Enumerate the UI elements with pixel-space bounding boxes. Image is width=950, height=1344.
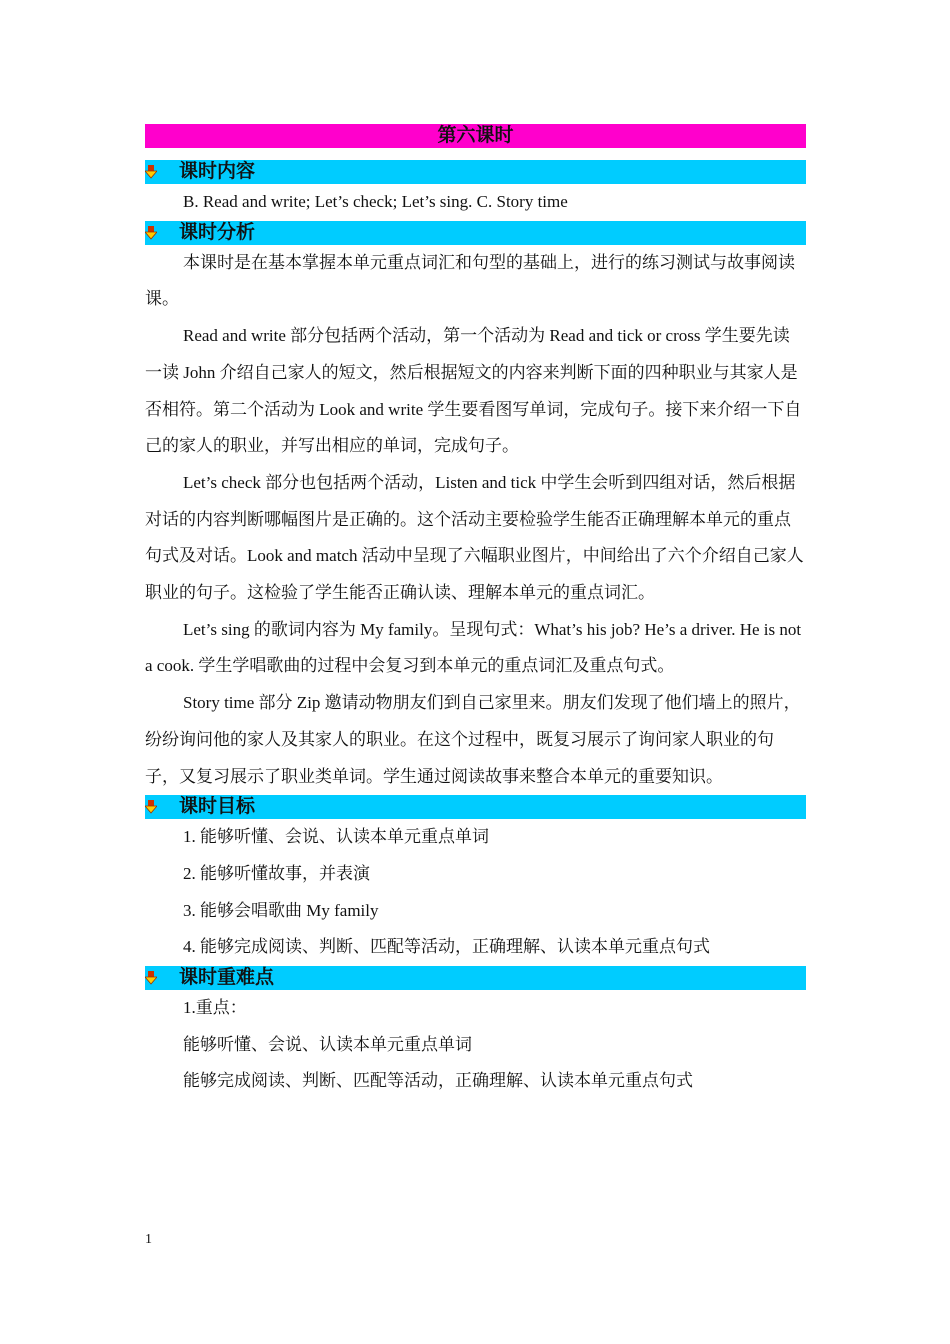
document-page: [145, 124, 806, 1100]
section-heading-label: 课时目标: [179, 796, 256, 818]
goal-item: 4. 能够完成阅读、判断、匹配等活动，正确理解、认读本单元重点句式: [183, 937, 710, 957]
analysis-paragraph: Let’s sing 的歌词内容为 My family。呈现句式：What’s his job? He’s a driver. He is not a cook. 学生学唱歌曲的过程中会复习到本单元的重点词汇及重点句式。: [145, 619, 802, 676]
section-heading-key-points: [145, 966, 806, 990]
section-heading-label: 课时分析: [179, 221, 256, 243]
analysis-paragraph: Read and write 部分包括两个活动，第一个活动为 Read and tick or cross 学生要先读一读 John 介绍自己家人的短文，然后根据短文的内容来判断下面的四种职业与其家人是否相符。第二个活动为 Look and write 学生要看图写单词，完成句子。接下来介绍一下自己的家人的职业，并写出相应的单词，完成句子。: [145, 326, 802, 456]
arrow-down-bullet-icon: [145, 971, 157, 985]
arrow-down-bullet-icon: [145, 165, 157, 179]
arrow-down-bullet-icon: [145, 800, 157, 814]
section-heading-label: 课时重难点: [179, 967, 275, 989]
section-heading-analysis: [145, 221, 806, 245]
key-points-label: 1.重点：: [183, 998, 247, 1018]
key-point-item: 能够完成阅读、判断、匹配等活动，正确理解、认读本单元重点句式: [183, 1071, 693, 1091]
section-heading-content: [145, 160, 806, 184]
arrow-down-bullet-icon: [145, 226, 157, 240]
lesson-title: 第六课时: [145, 124, 806, 148]
section-heading-label: 课时内容: [179, 161, 256, 182]
content-text: B. Read and write; Let’s check; Let’s sing. C. Story time: [183, 192, 568, 211]
goal-item: 2. 能够听懂故事，并表演: [183, 863, 370, 883]
page-number: 1: [145, 1232, 152, 1247]
goal-item: 1. 能够听懂、会说、认读本单元重点单词: [183, 827, 489, 847]
section-heading-goals: [145, 795, 806, 819]
key-point-item: 能够听懂、会说、认读本单元重点单词: [183, 1034, 472, 1054]
analysis-paragraph: 本课时是在基本掌握本单元重点词汇和句型的基础上，进行的练习测试与故事阅读课。: [145, 252, 795, 309]
analysis-paragraph: Let’s check 部分也包括两个活动，Listen and tick 中学生会听到四组对话，然后根据对话的内容判断哪幅图片是正确的。这个活动主要检验学生能否正确理解本单元的重点句式及对话。Look and match 活动中呈现了六幅职业图片，中间给出了六个介绍自己家人职业的句子。这检验了学生能否正确认读、理解本单元的重点词汇。: [145, 472, 804, 603]
goal-item: 3. 能够会唱歌曲 My family: [183, 900, 379, 920]
analysis-paragraph: Story time 部分 Zip 邀请动物朋友们到自己家里来。朋友们发现了他们墙上的照片，纷纷询问他的家人及其家人的职业。在这个过程中，既复习展示了询问家人职业的句子，又复习展示了职业类单词。学生通过阅读故事来整合本单元的重要知识。: [145, 693, 801, 786]
